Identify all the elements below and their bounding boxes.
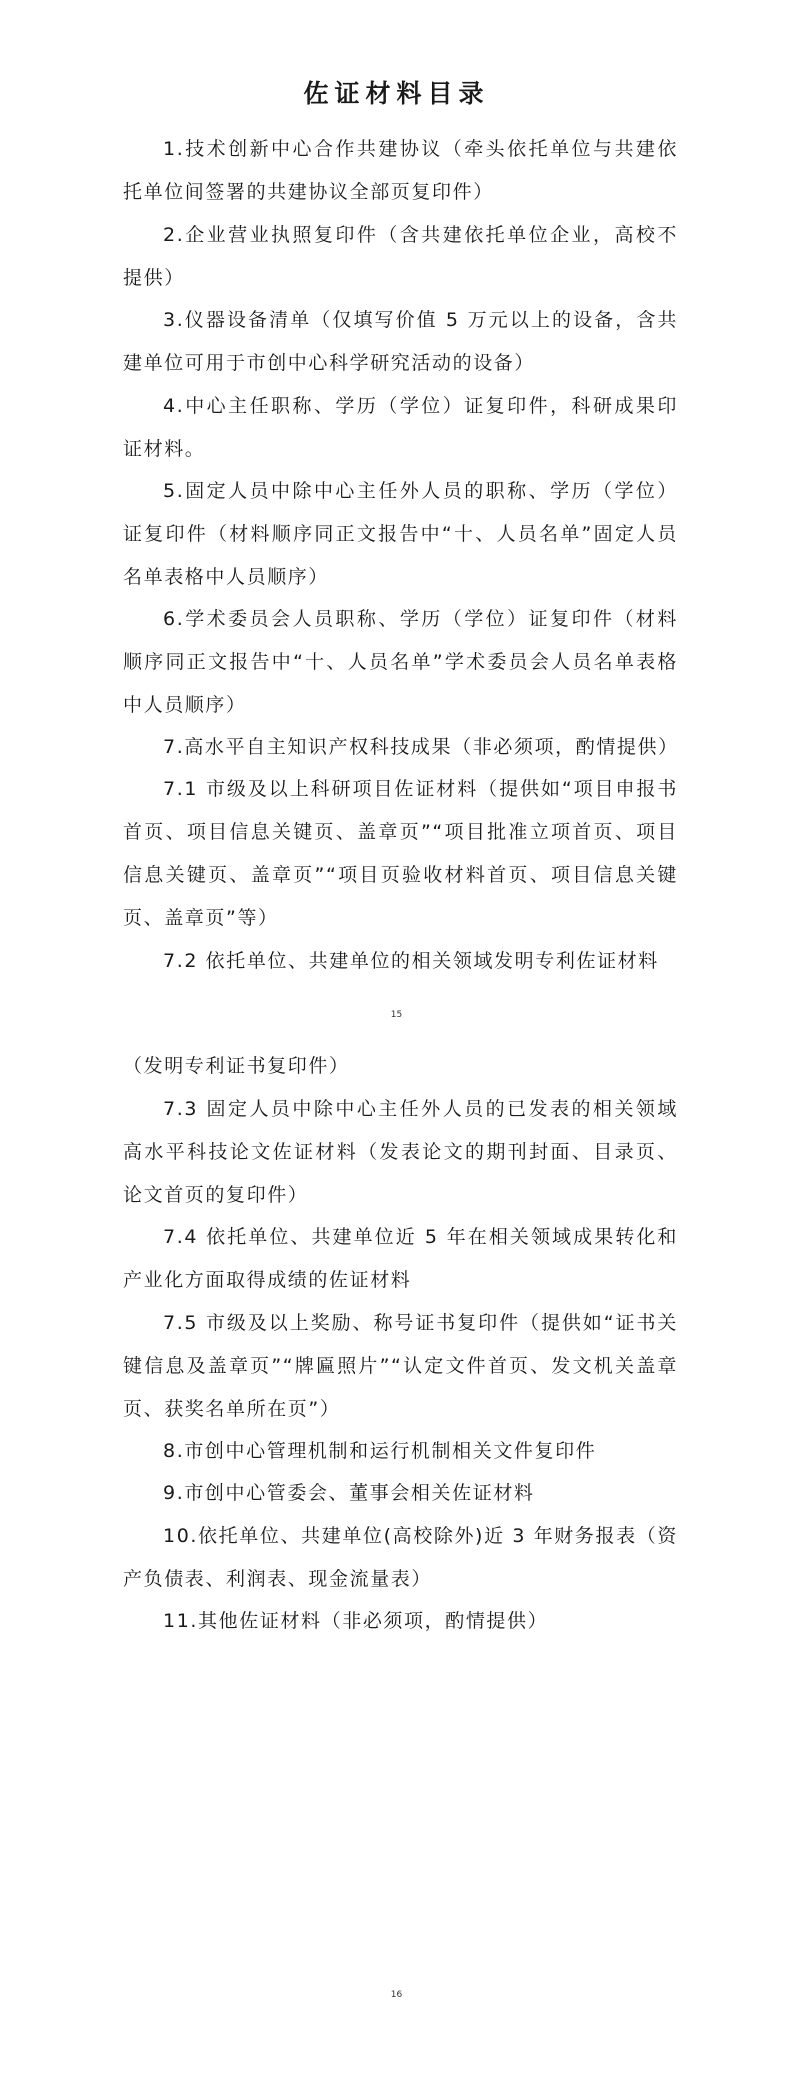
- list-item-11: 11.其他佐证材料（非必须项，酌情提供）: [163, 1610, 549, 1632]
- list-item-7-1: 7.1 市级及以上科研项目佐证材料（提供如“项目申报书首页、项目信息关键页、盖章页”“项目批准立项首页、项目信息关键页、盖章页”“项目页验收材料首页、项目信息关键页、盖章页”等）: [123, 778, 678, 929]
- list-item-7-2-continued: （发明专利证书复印件）: [123, 1055, 350, 1077]
- list-item-7: 7.高水平自主知识产权科技成果（非必须项，酌情提供）: [163, 736, 679, 758]
- list-item-7-5: 7.5 市级及以上奖励、称号证书复印件（提供如“证书关键信息及盖章页”“牌匾照片”“认定文件首页、发文机关盖章页、获奖名单所在页”）: [123, 1312, 678, 1420]
- list-item-3: 3.仪器设备清单（仅填写价值 5 万元以上的设备，含共建单位可用于市创中心科学研究活动的设备）: [123, 309, 678, 374]
- list-item-8: 8.市创中心管理机制和运行机制相关文件复印件: [163, 1440, 597, 1462]
- list-item-6: 6.学术委员会人员职称、学历（学位）证复印件（材料顺序同正文报告中“十、人员名单”学术委员会人员名单表格中人员顺序）: [123, 608, 678, 716]
- list-item-10: 10.依托单位、共建单位(高校除外)近 3 年财务报表（资产负债表、利润表、现金流量表）: [123, 1525, 678, 1590]
- list-item-7-3: 7.3 固定人员中除中心主任外人员的已发表的相关领域高水平科技论文佐证材料（发表论文的期刊封面、目录页、论文首页的复印件）: [123, 1098, 678, 1206]
- list-item-4: 4.中心主任职称、学历（学位）证复印件，科研成果印证材料。: [123, 395, 678, 460]
- list-item-5: 5.固定人员中除中心主任外人员的职称、学历（学位）证复印件（材料顺序同正文报告中“十、人员名单”固定人员名单表格中人员顺序）: [123, 480, 678, 588]
- page-number: 16: [390, 1990, 403, 2000]
- list-item-7-4: 7.4 依托单位、共建单位近 5 年在相关领域成果转化和产业化方面取得成绩的佐证材料: [123, 1226, 678, 1291]
- list-item-9: 9.市创中心管委会、董事会相关佐证材料: [163, 1482, 535, 1504]
- list-item-7-2: 7.2 依托单位、共建单位的相关领域发明专利佐证材料: [163, 950, 659, 972]
- list-item-2: 2.企业营业执照复印件（含共建依托单位企业，高校不提供）: [123, 224, 678, 289]
- list-item-1: 1.技术创新中心合作共建协议（牵头依托单位与共建依托单位间签署的共建协议全部页复印件）: [123, 138, 678, 203]
- page-number: 15: [390, 1010, 403, 1020]
- page-title: 佐证材料目录: [303, 79, 490, 108]
